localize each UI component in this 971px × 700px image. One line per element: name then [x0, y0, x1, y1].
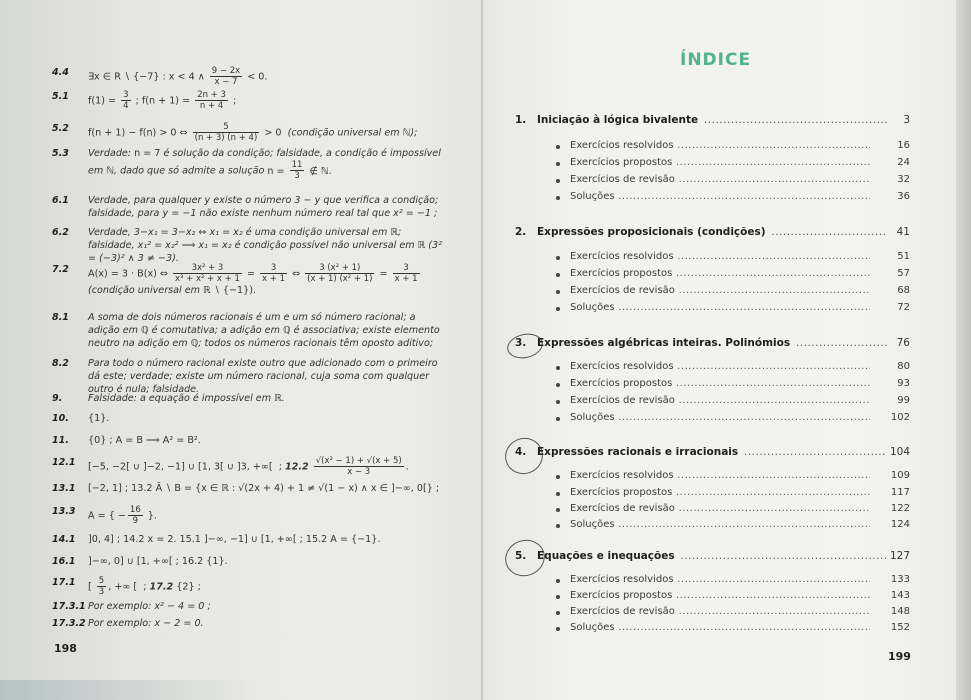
bullet-icon	[556, 492, 560, 496]
page-edge	[956, 0, 971, 700]
bullet-icon	[556, 273, 560, 277]
bullet-icon	[556, 307, 560, 311]
bullet-icon	[556, 611, 560, 615]
bullet-icon	[556, 400, 560, 404]
page-number-right: 199	[888, 650, 911, 663]
bullet-icon	[556, 524, 560, 528]
bullet-icon	[556, 290, 560, 294]
bullet-icon	[556, 366, 560, 370]
bullet-icon	[556, 508, 560, 512]
bullet-icon	[556, 179, 560, 183]
bullet-icon	[556, 475, 560, 479]
bullet-icon	[556, 595, 560, 599]
shadow	[0, 680, 260, 700]
bullet-icon	[556, 383, 560, 387]
bullet-icon	[556, 256, 560, 260]
bullet-icon	[556, 162, 560, 166]
bullet-icon	[556, 627, 560, 631]
bullet-icon	[556, 579, 560, 583]
bullet-icon	[556, 196, 560, 200]
index-title: ÍNDICE	[680, 50, 752, 70]
bullet-icon	[556, 145, 560, 149]
page-number-left: 198	[54, 642, 77, 655]
bullet-icon	[556, 417, 560, 421]
book-spine	[481, 0, 483, 700]
